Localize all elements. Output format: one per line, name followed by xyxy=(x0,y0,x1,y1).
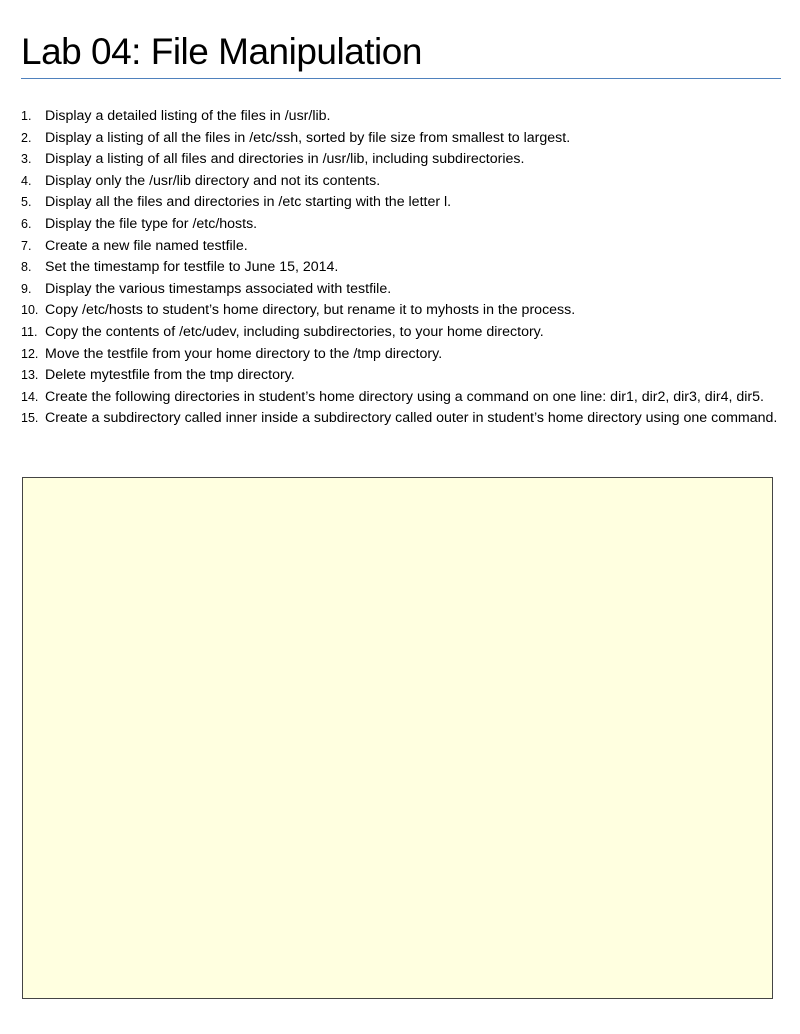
task-text: Display only the /usr/lib directory and not its contents. xyxy=(45,172,381,189)
list-item xyxy=(21,214,781,236)
task-text: Display a listing of all files and directories in /usr/lib, including subdirectories. xyxy=(45,151,525,168)
task-text: Display the file type for /etc/hosts. xyxy=(45,215,258,232)
list-item xyxy=(21,344,781,366)
list-item xyxy=(21,192,781,214)
task-text: Delete mytestfile from the tmp directory. xyxy=(45,367,295,384)
task-text: Create a subdirectory called inner inside a subdirectory called outer in student’s home directory using one command. xyxy=(45,410,778,427)
task-number: 10. xyxy=(21,303,39,318)
task-number: 1. xyxy=(21,109,32,123)
task-number: 12. xyxy=(21,346,39,361)
task-text: Display a listing of all the files in /etc/ssh, sorted by file size from smallest to largest. xyxy=(45,129,571,146)
task-text: Create the following directories in student’s home directory using a command on one line: dir1, dir2, dir3, dir4, dir5. xyxy=(45,388,764,405)
page-title: Lab 04: File Manipulation xyxy=(21,31,422,72)
task-text: Copy /etc/hosts to student’s home directory, but rename it to myhosts in the process. xyxy=(45,302,576,319)
task-number: 7. xyxy=(21,238,32,253)
list-item xyxy=(21,365,781,387)
task-text: Move the testfile from your home directory to the /tmp directory. xyxy=(45,345,443,362)
title-underline xyxy=(21,78,781,79)
task-text: Copy the contents of /etc/udev, including subdirectories, to your home directory. xyxy=(45,323,544,340)
task-text: Display all the files and directories in /etc starting with the letter l. xyxy=(45,194,452,211)
task-number: 14. xyxy=(21,389,39,404)
task-text: Create a new file named testfile. xyxy=(45,237,248,254)
list-item xyxy=(21,300,781,322)
task-number: 9. xyxy=(21,281,32,296)
list-item xyxy=(21,128,781,150)
list-item xyxy=(21,149,781,171)
list-item xyxy=(21,257,781,279)
list-item xyxy=(21,106,781,128)
task-text: Display a detailed listing of the files in /usr/lib. xyxy=(45,108,331,124)
task-number: 2. xyxy=(21,130,32,145)
list-item xyxy=(21,387,781,409)
task-number: 11. xyxy=(21,324,38,339)
task-text: Set the timestamp for testfile to June 15, 2014. xyxy=(45,259,339,276)
answer-box[interactable] xyxy=(22,477,773,999)
list-item xyxy=(21,236,781,258)
list-item xyxy=(21,408,781,430)
task-number: 3. xyxy=(21,152,32,167)
task-list xyxy=(21,106,781,430)
task-number: 13. xyxy=(21,368,39,383)
list-item xyxy=(21,279,781,301)
task-number: 5. xyxy=(21,195,32,210)
task-number: 15. xyxy=(21,411,39,426)
task-text: Display the various timestamps associated with testfile. xyxy=(45,280,392,297)
list-item xyxy=(21,171,781,193)
task-number: 6. xyxy=(21,216,32,231)
task-number: 8. xyxy=(21,260,32,275)
list-item xyxy=(21,322,781,344)
task-number: 4. xyxy=(21,173,32,188)
